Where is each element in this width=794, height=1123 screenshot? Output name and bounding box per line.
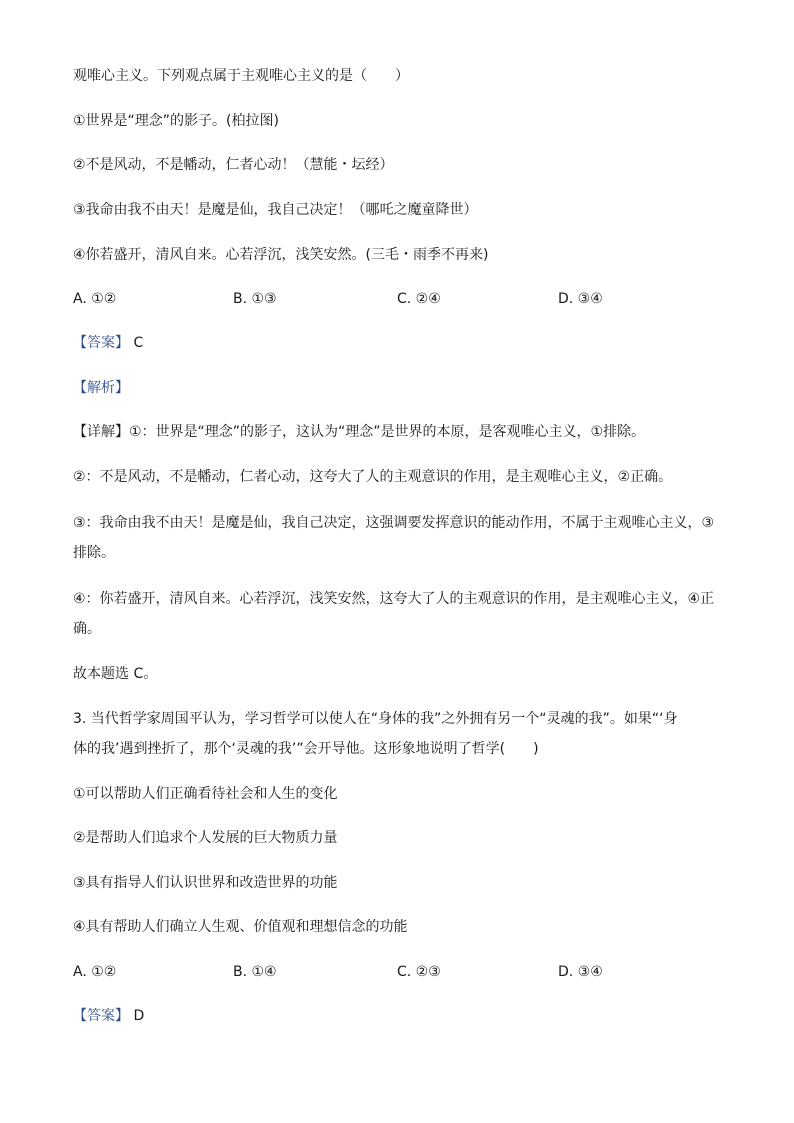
q2-stem-tail: 观唯心主义。下列观点属于主观唯心主义的是（ ） bbox=[73, 68, 409, 84]
q3-item-2: ②是帮助人们追求个人发展的巨大物质力量 bbox=[73, 830, 338, 846]
q3-option-d: D. ③④ bbox=[558, 964, 603, 980]
q3-item-3: ③具有指导人们认识世界和改造世界的功能 bbox=[73, 875, 338, 891]
q2-option-d: D. ③④ bbox=[558, 291, 603, 307]
q2-detail-3a: ③：我命由我不由天！是魔是仙，我自己决定，这强调要发挥意识的能动作用，不属于主观唯心主义，③ bbox=[73, 515, 715, 531]
q2-option-b: B. ①③ bbox=[233, 291, 277, 307]
q3-stem-1: 3. 当代哲学家周国平认为，学习哲学可以使人在“身体的我”之外拥有另一个“灵魂的我”。如果“‘身 bbox=[73, 711, 678, 727]
q2-item-4: ④你若盛开，清风自来。心若浮沉，浅笑安然。(三毛・雨季不再来) bbox=[73, 247, 489, 263]
q3-item-1: ①可以帮助人们正确看待社会和人生的变化 bbox=[73, 786, 338, 802]
q3-option-c: C. ②③ bbox=[397, 964, 441, 980]
q2-option-a: A. ①② bbox=[73, 291, 117, 307]
q2-option-c: C. ②④ bbox=[397, 291, 441, 307]
analysis-tag: 【解析】 bbox=[73, 380, 129, 396]
q2-item-2: ②不是风动，不是幡动，仁者心动！（慧能・坛经） bbox=[73, 157, 394, 173]
q2-detail-2: ②：不是风动，不是幡动，仁者心动，这夸大了人的主观意识的作用，是主观唯心主义，②正确。 bbox=[73, 469, 673, 485]
q3-option-b: B. ①④ bbox=[233, 964, 277, 980]
q3-option-a: A. ①② bbox=[73, 964, 117, 980]
q2-analysis-line bbox=[73, 378, 129, 398]
q2-detail-1 bbox=[73, 422, 645, 442]
q2-detail-4b: 确。 bbox=[73, 621, 101, 637]
q2-item-3: ③我命由我不由天！是魔是仙，我自己决定！（哪吒之魔童降世） bbox=[73, 202, 478, 218]
q2-detail-3b: 排除。 bbox=[73, 545, 115, 561]
detail-1-text: ①：世界是“理念”的影子，这认为“理念”是世界的本原，是客观唯心主义，①排除。 bbox=[129, 424, 646, 440]
answer-value: D bbox=[133, 1008, 145, 1024]
answer-tag: 【答案】 bbox=[73, 335, 129, 351]
q2-answer-line bbox=[73, 333, 143, 353]
q3-stem-2: 体的我’遇到挫折了，那个‘灵魂的我’”会开导他。这形象地说明了哲学( ) bbox=[73, 741, 539, 757]
q2-conclusion: 故本题选 C。 bbox=[73, 666, 158, 682]
q2-item-1: ①世界是“理念”的影子。(柏拉图) bbox=[73, 113, 279, 129]
detail-tag: 【详解】 bbox=[73, 424, 129, 440]
answer-value: C bbox=[133, 335, 144, 351]
q3-item-4: ④具有帮助人们确立人生观、价值观和理想信念的功能 bbox=[73, 919, 408, 935]
q3-answer-line bbox=[73, 1006, 144, 1026]
answer-tag: 【答案】 bbox=[73, 1008, 129, 1024]
q2-detail-4a: ④：你若盛开，清风自来。心若浮沉，浅笑安然，这夸大了人的主观意识的作用，是主观唯心主义，④正 bbox=[73, 591, 715, 607]
